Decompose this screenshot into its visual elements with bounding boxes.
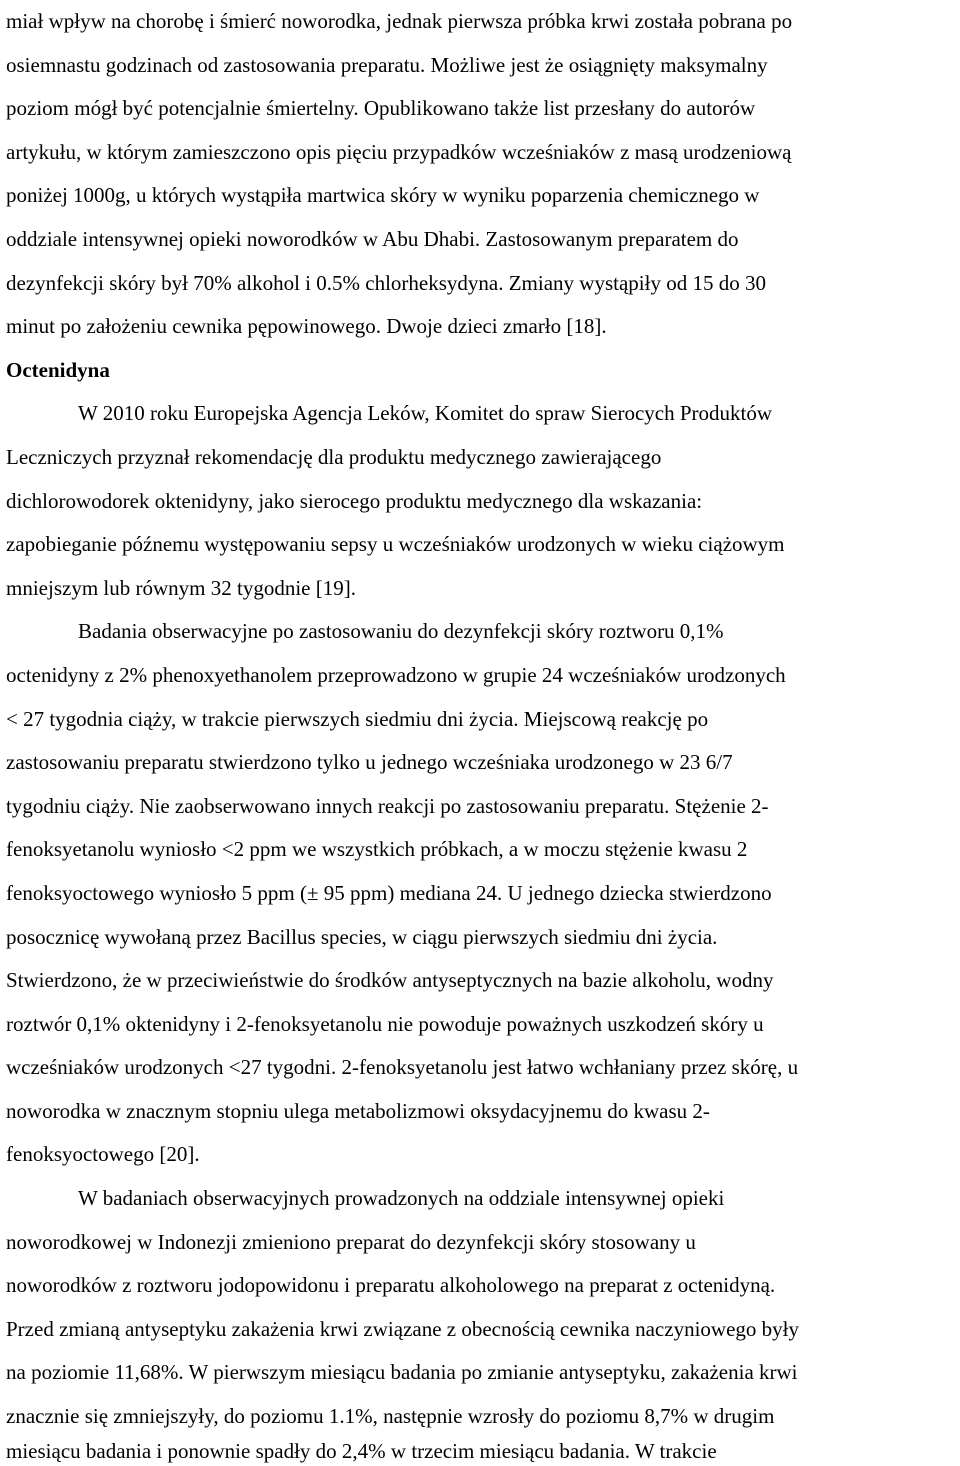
text-line: noworodkowej w Indonezji zmieniono preparat do dezynfekcji skóry stosowany u: [6, 1230, 696, 1254]
text-line: fenoksyoctowego [20].: [6, 1142, 200, 1166]
text-line: wcześniaków urodzonych <27 tygodni. 2-fenoksyetanolu jest łatwo wchłaniany przez skórę, u: [6, 1055, 799, 1079]
text-line: octenidyny z 2% phenoxyethanolem przeprowadzono w grupie 24 wcześniaków urodzonych: [6, 663, 786, 687]
text-line: minut po założeniu cewnika pępowinowego. Dwoje dzieci zmarło [18].: [6, 314, 607, 338]
text-line: W badaniach obserwacyjnych prowadzonych na oddziale intensywnej opieki: [78, 1186, 725, 1210]
text-line: na poziomie 11,68%. W pierwszym miesiącu badania po zmianie antyseptyku, zakażenia krwi: [6, 1360, 798, 1384]
text-line: dezynfekcji skóry był 70% alkohol i 0.5% chlorheksydyna. Zmiany wystąpiły od 15 do 30: [6, 271, 766, 295]
text-line: oddziale intensywnej opieki noworodków w Abu Dhabi. Zastosowanym preparatem do: [6, 227, 739, 251]
text-line: noworodka w znacznym stopniu ulega metabolizmowi oksydacyjnemu do kwasu 2-: [6, 1099, 710, 1123]
text-line: miesiącu badania i ponownie spadły do 2,4% w trzecim miesiącu badania. W trakcie: [6, 1439, 717, 1463]
text-line: poziom mógł być potencjalnie śmiertelny. Opublikowano także list przesłany do autorów: [6, 96, 756, 120]
text-line: Leczniczych przyznał rekomendację dla produktu medycznego zawierającego: [6, 445, 662, 469]
text-line: Badania obserwacyjne po zastosowaniu do dezynfekcji skóry roztworu 0,1%: [78, 619, 724, 643]
text-line: Stwierdzono, że w przeciwieństwie do środków antyseptycznych na bazie alkoholu, wodny: [6, 968, 774, 992]
text-line: roztwór 0,1% oktenidyny i 2-fenoksyetanolu nie powoduje poważnych uszkodzeń skóry u: [6, 1012, 764, 1036]
text-line: W 2010 roku Europejska Agencja Leków, Komitet do spraw Sierocych Produktów: [78, 401, 773, 425]
text-line: osiemnastu godzinach od zastosowania preparatu. Możliwe jest że osiągnięty maksymalny: [6, 53, 768, 77]
text-line: noworodków z roztworu jodopowidonu i preparatu alkoholowego na preparat z octenidyną.: [6, 1273, 776, 1297]
text-line: mniejszym lub równym 32 tygodnie [19].: [6, 576, 356, 600]
text-line: Przed zmianą antyseptyku zakażenia krwi związane z obecnością cewnika naczyniowego były: [6, 1317, 799, 1341]
text-line: fenoksyoctowego wyniosło 5 ppm (± 95 ppm) mediana 24. U jednego dziecka stwierdzono: [6, 881, 772, 905]
text-line: fenoksyetanolu wyniosło <2 ppm we wszystkich próbkach, a w moczu stężenie kwasu 2: [6, 837, 748, 861]
text-line: zastosowaniu preparatu stwierdzono tylko u jednego wcześniaka urodzonego w 23 6/7: [6, 750, 733, 774]
text-line: znacznie się zmniejszyły, do poziomu 1.1%, następnie wzrosły do poziomu 8,7% w drugim: [6, 1404, 775, 1428]
text-line: zapobieganie późnemu występowaniu sepsy u wcześniaków urodzonych w wieku ciążowym: [6, 532, 785, 556]
text-line: < 27 tygodnia ciąży, w trakcie pierwszych siedmiu dni życia. Miejscową reakcję po: [6, 707, 709, 731]
text-line: dichlorowodorek oktenidyny, jako sierocego produktu medycznego dla wskazania:: [6, 489, 703, 513]
text-line: miał wpływ na chorobę i śmierć noworodka, jednak pierwsza próbka krwi została pobrana po: [6, 9, 793, 33]
section-heading: Octenidyna: [6, 358, 110, 382]
text-line: artykułu, w którym zamieszczono opis pięciu przypadków wcześniaków z masą urodzeniową: [6, 140, 792, 164]
text-line: tygodniu ciąży. Nie zaobserwowano innych reakcji po zastosowaniu preparatu. Stężenie 2-: [6, 794, 769, 818]
text-line: poniżej 1000g, u których wystąpiła martwica skóry w wyniku poparzenia chemicznego w: [6, 183, 760, 207]
text-line: posocznicę wywołaną przez Bacillus species, w ciągu pierwszych siedmiu dni życia.: [6, 925, 718, 949]
